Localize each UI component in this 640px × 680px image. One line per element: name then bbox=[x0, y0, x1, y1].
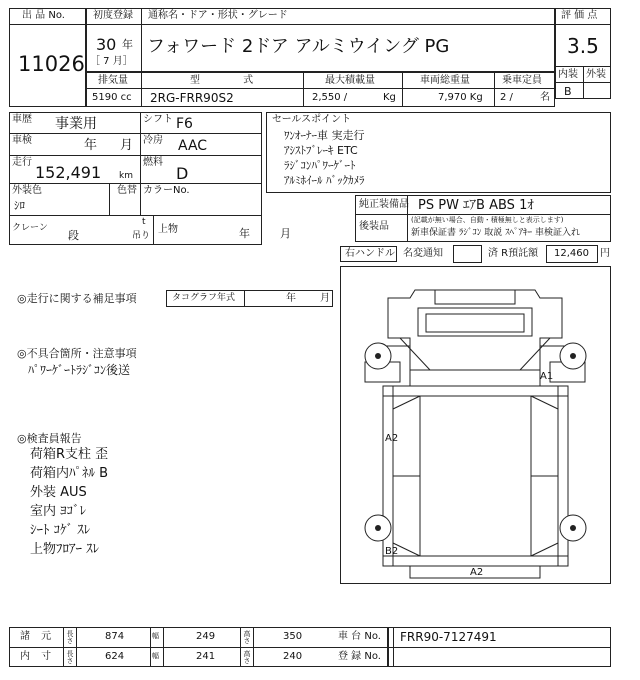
driving-notes-title: ◎走行に関する補足事項 bbox=[17, 292, 137, 305]
sales-point-4: ｱﾙﾐﾎｲｰﾙ ﾊﾞｯｸｶﾒﾗ bbox=[284, 174, 365, 187]
crane-stage: 段 bbox=[68, 229, 79, 242]
ext-color: ｼﾛ bbox=[14, 199, 25, 212]
damage-mark-b2: B2 bbox=[385, 546, 399, 557]
displacement-label: 排気量 bbox=[98, 75, 128, 86]
aftermarket-items: 新車保証書 ﾗｼﾞｺﾝ 取説 ｽﾍﾟｱｷｰ 車検証入れ bbox=[411, 228, 580, 238]
color-change-label: 色替 bbox=[117, 185, 137, 196]
inspector-title: ◎検査員報告 bbox=[17, 432, 82, 445]
name-change-box bbox=[453, 245, 482, 263]
damage-mark-a2-left: A2 bbox=[385, 433, 399, 444]
capacity-label: 乗車定員 bbox=[502, 75, 542, 86]
damage-mark-a1: A1 bbox=[540, 371, 554, 382]
sales-point-3: ﾗｼﾞｺﾝﾊﾟﾜｰｹﾞｰﾄ bbox=[284, 159, 356, 172]
displacement: 5190 cc bbox=[92, 92, 132, 103]
recycle-unit: 円 bbox=[600, 248, 610, 259]
sales-point-2: ｱｼｽﾄﾌﾞﾚｰｷ ETC bbox=[284, 144, 358, 157]
sales-point-1: ﾜﾝｵｰﾅｰ車 実走行 bbox=[284, 129, 365, 142]
chassis-label: 車 台 No. bbox=[338, 631, 381, 642]
registration-label: 登 録 No. bbox=[338, 651, 381, 662]
tacho-label: タコグラフ年式 bbox=[172, 293, 236, 303]
max-load: 2,550 / bbox=[312, 92, 348, 103]
capacity-unit: 名 bbox=[540, 92, 550, 103]
first-reg-month: ［ 7 月］ bbox=[90, 56, 133, 67]
inner-dims-label: 内 寸 bbox=[20, 651, 52, 662]
mileage-unit: km bbox=[119, 171, 133, 181]
inner-height-label: 高さ bbox=[243, 650, 251, 664]
crane-hang: 吊り bbox=[132, 231, 151, 241]
truck-outline bbox=[340, 266, 611, 584]
outer-width: 249 bbox=[196, 631, 216, 642]
inner-height: 240 bbox=[283, 651, 303, 662]
recycle-label: 済 R預託額 bbox=[488, 248, 539, 259]
shift-label: シフト bbox=[143, 114, 173, 125]
model-name-label: 通称名・ドア・形状・グレード bbox=[148, 10, 288, 21]
ext-color-label: 外装色 bbox=[12, 185, 42, 196]
aircon-label: 冷房 bbox=[143, 135, 163, 146]
aircon: AAC bbox=[178, 138, 208, 154]
aftermarket-label: 後装品 bbox=[359, 221, 389, 232]
lot-label: 出 品 No. bbox=[22, 10, 65, 21]
tacho-month: 月 bbox=[320, 293, 330, 304]
outer-length-label: 長さ bbox=[66, 630, 74, 644]
first-reg-label: 初度登録 bbox=[93, 10, 133, 21]
defect-item-1: ﾊﾟﾜｰｹﾞｰﾄﾗｼﾞｺﾝ後送 bbox=[28, 363, 131, 377]
lot-number: 11026 bbox=[18, 52, 85, 76]
mileage: 152,491 bbox=[35, 163, 102, 182]
exterior-label: 外装 bbox=[586, 69, 606, 80]
inspector-item-3: 外装 AUS bbox=[30, 485, 87, 500]
outer-dims-label: 諸 元 bbox=[20, 631, 52, 642]
fuel: D bbox=[176, 164, 189, 183]
aftermarket-note: (記載が無い場合、自動・積極無しと表示します) bbox=[411, 216, 564, 224]
upper-year: 年 bbox=[239, 227, 250, 240]
gross-weight: 7,970 Kg bbox=[438, 92, 483, 103]
upper-label: 上物 bbox=[158, 224, 178, 235]
outer-width-label: 幅 bbox=[152, 632, 159, 640]
interior-grade: B bbox=[564, 85, 572, 98]
genuine-label: 純正装備品 bbox=[359, 199, 409, 210]
history: 事業用 bbox=[55, 116, 97, 132]
interior-label: 内装 bbox=[558, 69, 578, 80]
crane-label: クレーン bbox=[12, 223, 48, 233]
inspector-item-2: 荷箱内ﾊﾟﾈﾙ B bbox=[30, 466, 109, 481]
sales-points-label: セールスポイント bbox=[272, 114, 352, 125]
mileage-label: 走行 bbox=[12, 157, 32, 168]
defects-title: ◎不具合箇所・注意事項 bbox=[17, 347, 137, 360]
inner-length: 624 bbox=[105, 651, 125, 662]
score-label: 評 価 点 bbox=[561, 10, 598, 21]
inspector-item-5: ｼｰﾄ ｺｹﾞ ｽﾚ bbox=[30, 523, 91, 538]
inspection-year: 年 bbox=[84, 138, 98, 153]
damage-mark-a2-bottom: A2 bbox=[470, 567, 484, 578]
crane-ton: t bbox=[142, 217, 146, 227]
inner-width-label: 幅 bbox=[152, 652, 159, 660]
outer-length: 874 bbox=[105, 631, 125, 642]
history-label: 車歴 bbox=[12, 114, 32, 125]
year-unit: 年 bbox=[122, 38, 133, 51]
model-code-label: 型 式 bbox=[190, 75, 254, 86]
era-year: 30 bbox=[96, 35, 117, 54]
rhd-label: 右ハンドル bbox=[345, 248, 395, 259]
outer-height: 350 bbox=[283, 631, 303, 642]
shift: F6 bbox=[176, 116, 193, 132]
model-name: フォワード 2ドア アルミウイング PG bbox=[147, 36, 450, 57]
tacho-year: 年 bbox=[286, 293, 296, 304]
inner-length-label: 長さ bbox=[66, 650, 74, 664]
genuine-equipment: PS PW ｴｱB ABS 1ｵ bbox=[418, 198, 534, 213]
score-value: 3.5 bbox=[567, 34, 599, 58]
inspector-item-4: 室内 ﾖｺﾞﾚ bbox=[30, 504, 87, 519]
chassis-number: FRR90-7127491 bbox=[400, 630, 497, 644]
model-code: 2RG-FRR90S2 bbox=[150, 91, 234, 105]
gross-weight-label: 車両総重量 bbox=[420, 75, 470, 86]
inspection-label: 車検 bbox=[12, 135, 32, 146]
outer-height-label: 高さ bbox=[243, 630, 251, 644]
inspector-item-1: 荷箱R支柱 歪 bbox=[30, 447, 109, 462]
name-change-label: 名変通知 bbox=[403, 248, 443, 259]
color-number-label: カラーNo. bbox=[143, 185, 190, 196]
max-load-label: 最大積載量 bbox=[325, 75, 375, 86]
capacity: 2 / bbox=[500, 92, 513, 103]
max-load-unit: Kg bbox=[383, 92, 396, 103]
inspector-item-6: 上物ﾌﾛｱｰ ｽﾚ bbox=[30, 542, 100, 557]
fuel-label: 燃料 bbox=[143, 157, 163, 168]
inspection-month: 月 bbox=[120, 138, 134, 153]
recycle-amount: 12,460 bbox=[554, 248, 589, 259]
upper-month: 月 bbox=[280, 227, 291, 240]
inner-width: 241 bbox=[196, 651, 216, 662]
